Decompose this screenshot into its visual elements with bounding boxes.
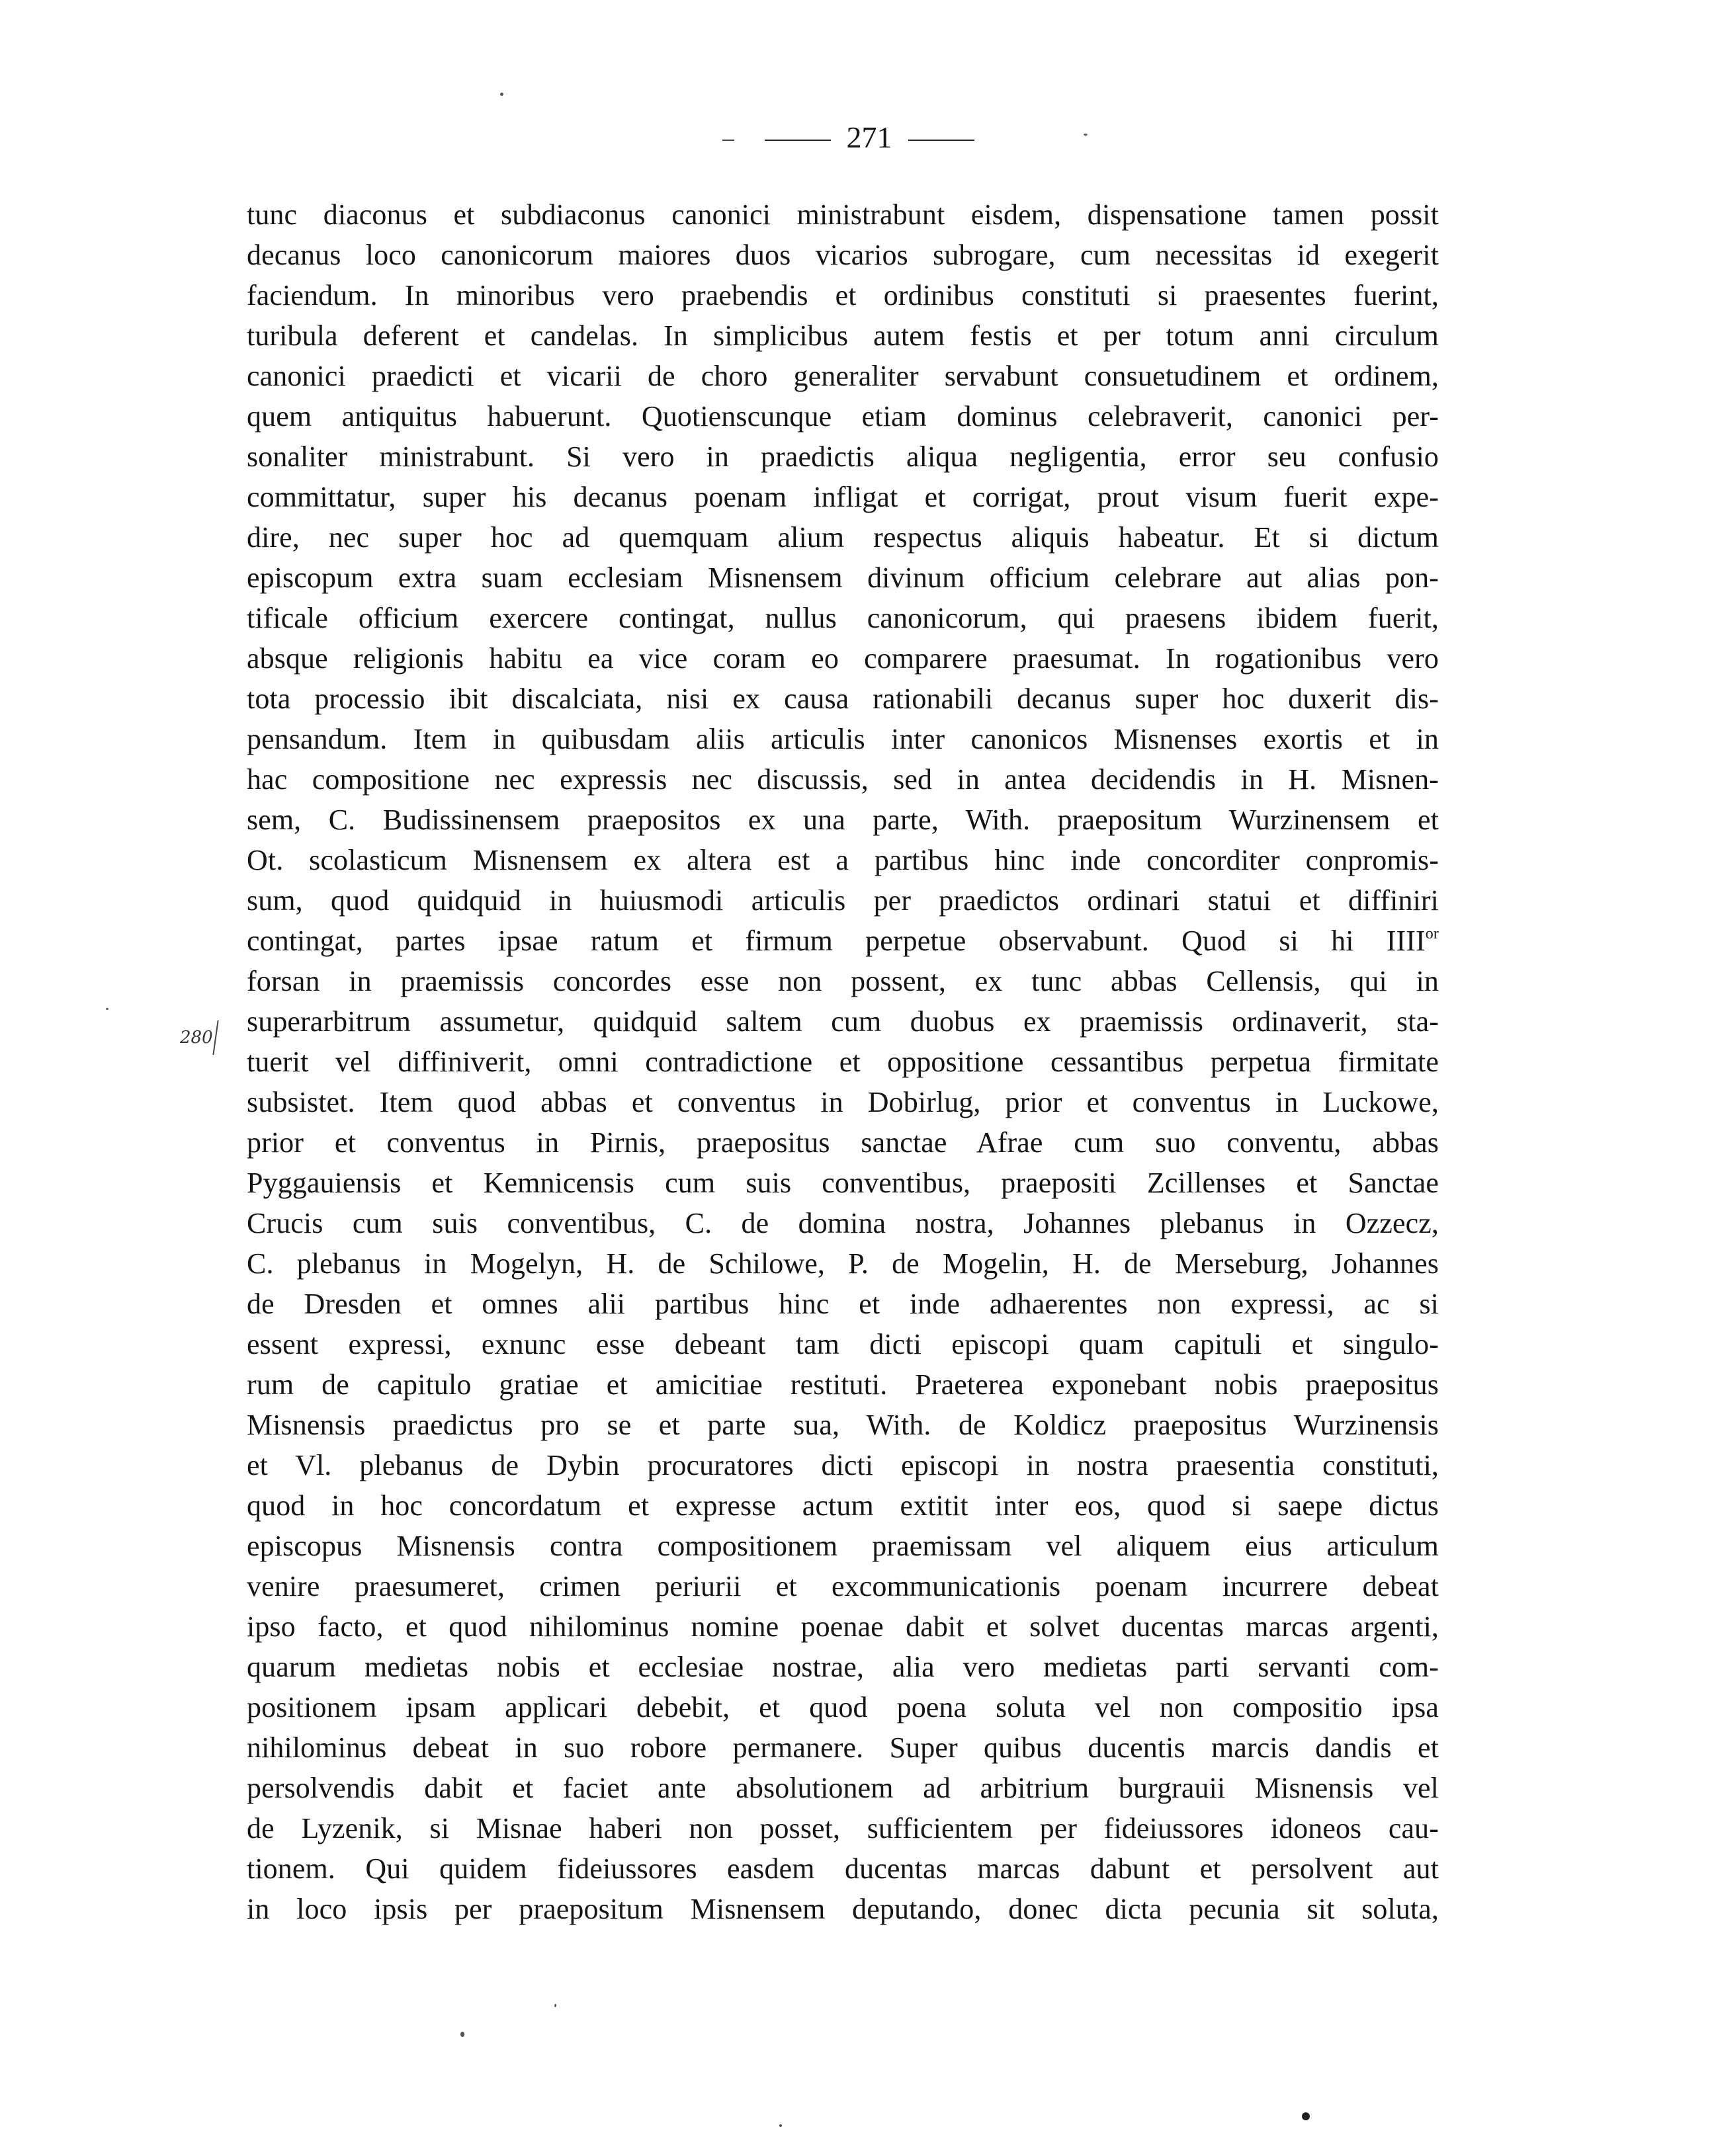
scan-speck bbox=[779, 2124, 782, 2127]
scan-speck bbox=[554, 2004, 556, 2007]
text-line: absque religionis habitu ea vice coram eo comparere praesumat. In rogationibus vero bbox=[247, 642, 1439, 675]
margin-note-mark bbox=[212, 1020, 218, 1055]
text-line: tunc diaconus et subdiaconus canonici ministrabunt eisdem, dispensatione tamen possit bbox=[247, 198, 1439, 231]
text-line: rum de capitulo gratiae et amicitiae restituti. Praeterea exponebant nobis praepositus bbox=[247, 1368, 1439, 1401]
text-line: de Lyzenik, si Misnae haberi non posset, sufficientem per fideiussores idoneos cau- bbox=[247, 1812, 1439, 1845]
margin-note bbox=[180, 1020, 216, 1055]
text-line: superarbitrum assumetur, quidquid saltem cum duobus ex praemissis ordinaverit, sta- bbox=[247, 1005, 1439, 1038]
text-line: sum, quod quidquid in huiusmodi articulis per praedictos ordinari statui et diffiniri bbox=[247, 884, 1439, 917]
scan-speck bbox=[500, 93, 503, 96]
text-line: essent expressi, exnunc esse debeant tam dicti episcopi quam capituli et singulo- bbox=[247, 1328, 1439, 1360]
text-line: Misnensis praedictus pro se et parte sua, With. de Koldicz praepositus Wurzinensis bbox=[247, 1409, 1439, 1441]
text-line: canonici praedicti et vicarii de choro generaliter servabunt consuetudinem et ordinem, bbox=[247, 360, 1439, 392]
page-number: 271 bbox=[846, 120, 892, 154]
superscript: or bbox=[1425, 925, 1439, 942]
scan-speck bbox=[460, 2032, 464, 2037]
text-line: Pyggauiensis et Kemnicensis cum suis conventibus, praepositi Zcillenses et Sanctae bbox=[247, 1167, 1439, 1199]
text-line: Ot. scolasticum Misnensem ex altera est a partibus hinc inde concorditer conpromis- bbox=[247, 844, 1439, 876]
scan-speck bbox=[1302, 2112, 1310, 2120]
text-line: dire, nec super hoc ad quemquam alium respectus aliquis habeatur. Et si dictum bbox=[247, 521, 1439, 554]
text-line-with-superscript bbox=[247, 921, 1439, 961]
margin-note-text: 280 bbox=[180, 1028, 213, 1048]
text-line: committatur, super his decanus poenam infligat et corrigat, prout visum fuerit expe- bbox=[247, 481, 1439, 513]
text-line: tionem. Qui quidem fideiussores easdem ducentas marcas dabunt et persolvent aut bbox=[247, 1852, 1439, 1885]
text-line: quarum medietas nobis et ecclesiae nostrae, alia vero medietas parti servanti com- bbox=[247, 1651, 1439, 1683]
page-header bbox=[0, 118, 1712, 157]
header-dash-mark bbox=[722, 140, 734, 141]
text-line: turibula deferent et candelas. In simplicibus autem festis et per totum anni circulum bbox=[247, 319, 1439, 352]
text-line: faciendum. In minoribus vero praebendis et ordinibus constituti si praesentes fuerint, bbox=[247, 279, 1439, 311]
text-line: forsan in praemissis concordes esse non possent, ex tunc abbas Cellensis, qui in bbox=[247, 965, 1439, 997]
text-line: pensandum. Item in quibusdam aliis articulis inter canonicos Misnenses exortis et in bbox=[247, 723, 1439, 755]
text-line: quem antiquitus habuerunt. Quotienscunque etiam dominus celebraverit, canonici per- bbox=[247, 400, 1439, 433]
text-line: positionem ipsam applicari debebit, et quod poena soluta vel non compositio ipsa bbox=[247, 1691, 1439, 1723]
text-line: et Vl. plebanus de Dybin procuratores dicti episcopi in nostra praesentia constituti, bbox=[247, 1449, 1439, 1481]
text-line: de Dresden et omnes alii partibus hinc et inde adhaerentes non expressi, ac si bbox=[247, 1288, 1439, 1320]
text-line: tota processio ibit discalciata, nisi ex causa rationabili decanus super hoc duxerit dis- bbox=[247, 683, 1439, 715]
text-line: quod in hoc concordatum et expresse actum extitit inter eos, quod si saepe dictus bbox=[247, 1489, 1439, 1522]
body-text bbox=[247, 194, 1439, 1929]
text-line: subsistet. Item quod abbas et conventus in Dobirlug, prior et conventus in Luckowe, bbox=[247, 1086, 1439, 1118]
text-line: episcopum extra suam ecclesiam Misnensem divinum officium celebrare aut alias pon- bbox=[247, 561, 1439, 594]
text-line: hac compositione nec expressis nec discussis, sed in antea decidendis in H. Misnen- bbox=[247, 763, 1439, 796]
text-line: tuerit vel diffiniverit, omni contradictione et oppositione cessantibus perpetua firmitate bbox=[247, 1046, 1439, 1078]
scan-speck bbox=[106, 1008, 108, 1010]
text-line: sonaliter ministrabunt. Si vero in praedictis aliqua negligentia, error seu confusio bbox=[247, 440, 1439, 473]
text-line: prior et conventus in Pirnis, praepositus sanctae Afrae cum suo conventu, abbas bbox=[247, 1126, 1439, 1159]
text-line: in loco ipsis per praepositum Misnensem deputando, donec dicta pecunia sit soluta, bbox=[247, 1893, 1439, 1925]
text-line: persolvendis dabit et faciet ante absolutionem ad arbitrium burgrauii Misnensis vel bbox=[247, 1772, 1439, 1804]
text-line: tificale officium exercere contingat, nullus canonicorum, qui praesens ibidem fuerit, bbox=[247, 602, 1439, 634]
text-line-part: contingat, partes ipsae ratum et firmum perpetue observabunt. Quod si hi IIII bbox=[247, 925, 1426, 957]
header-rule-left bbox=[765, 140, 831, 141]
scan-speck bbox=[1084, 134, 1088, 136]
text-line: venire praesumeret, crimen periurii et excommunicationis poenam incurrere debeat bbox=[247, 1570, 1439, 1602]
text-line: episcopus Misnensis contra compositionem praemissam vel aliquem eius articulum bbox=[247, 1530, 1439, 1562]
text-line: C. plebanus in Mogelyn, H. de Schilowe, P. de Mogelin, H. de Merseburg, Johannes bbox=[247, 1247, 1439, 1280]
text-line: nihilominus debeat in suo robore permanere. Super quibus ducentis marcis dandis et bbox=[247, 1731, 1439, 1764]
text-line: decanus loco canonicorum maiores duos vicarios subrogare, cum necessitas id exegerit bbox=[247, 239, 1439, 271]
text-line: Crucis cum suis conventibus, C. de domina nostra, Johannes plebanus in Ozzecz, bbox=[247, 1207, 1439, 1239]
text-line: ipso facto, et quod nihilominus nomine poenae dabit et solvet ducentas marcas argenti, bbox=[247, 1610, 1439, 1643]
text-line: sem, C. Budissinensem praepositos ex una parte, With. praepositum Wurzinensem et bbox=[247, 804, 1439, 836]
header-rule-right bbox=[908, 140, 974, 141]
